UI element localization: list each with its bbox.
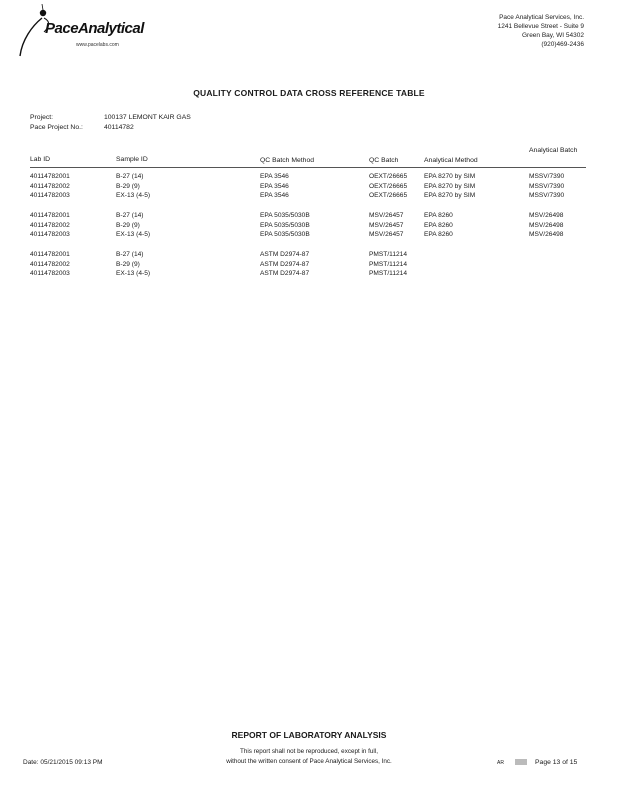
cell-lab-id: 40114782002: [30, 221, 70, 229]
cell-analytical-method: EPA 8260: [424, 212, 453, 219]
company-street: 1241 Bellevue Street - Suite 9: [497, 23, 584, 30]
cell-lab-id: 40114782001: [30, 173, 70, 180]
cell-analytical-method: EPA 8260: [424, 221, 453, 229]
cell-qc-batch-method: EPA 5035/5030B: [260, 221, 310, 229]
cell-analytical-method: EPA 8270 by SIM: [424, 182, 476, 190]
cell-lab-id: 40114782001: [30, 212, 70, 219]
table-row: [0, 231, 618, 240]
cell-qc-batch: MSV/26457: [369, 212, 404, 219]
table-row: [0, 183, 618, 192]
cell-qc-batch-method: EPA 5035/5030B: [260, 212, 310, 219]
logo-url: www.pacelabs.com: [76, 42, 119, 48]
footer-date: Date: 05/21/2015 09:13 PM: [23, 759, 103, 766]
footer-note-line2: without the written consent of Pace Analytical Services, Inc.: [226, 758, 392, 765]
footer-barcode-mark: [515, 759, 527, 765]
cell-sample-id: EX-13 (4-5): [116, 270, 151, 277]
cell-qc-batch: OEXT/26665: [369, 182, 408, 190]
cell-analytical-batch: MSSV/7390: [529, 182, 565, 190]
cell-qc-batch: PMST/11214: [369, 260, 407, 268]
cell-lab-id: 40114782003: [30, 270, 70, 277]
cell-qc-batch-method: EPA 3546: [260, 182, 289, 190]
project-label: Project:: [30, 114, 54, 121]
cell-qc-batch-method: EPA 3546: [260, 173, 289, 180]
company-city: Green Bay, WI 54302: [521, 32, 584, 39]
cell-qc-batch: PMST/11214: [369, 251, 407, 258]
pace-project-label: Pace Project No.:: [30, 124, 83, 131]
footer-title: REPORT OF LABORATORY ANALYSIS: [231, 730, 387, 740]
cell-analytical-method: EPA 8270 by SIM: [424, 173, 476, 180]
cell-lab-id: 40114782002: [30, 260, 70, 268]
cell-sample-id: EX-13 (4-5): [116, 231, 151, 238]
cell-lab-id: 40114782003: [30, 231, 70, 238]
cell-analytical-batch: MSSV/7390: [529, 192, 565, 199]
company-phone: (920)469-2436: [541, 41, 584, 48]
company-name: Pace Analytical Services, Inc.: [499, 14, 584, 21]
cell-qc-batch: OEXT/26665: [369, 173, 408, 180]
cell-analytical-method: EPA 8270 by SIM: [424, 192, 476, 199]
cell-sample-id: B-29 (9): [116, 260, 140, 268]
table-row: [0, 270, 618, 279]
cell-analytical-batch: MSSV/7390: [529, 173, 565, 180]
table-row: [0, 192, 618, 201]
project-value: 100137 LEMONT KAIR GAS: [104, 114, 191, 121]
header-qc-batch-method: QC Batch Method: [260, 157, 315, 164]
cell-sample-id: B-27 (14): [116, 251, 144, 258]
pace-analytical-logo: [18, 4, 148, 64]
header-analytical-batch: Analytical Batch: [529, 147, 578, 154]
header-qc-batch: QC Batch: [369, 157, 399, 164]
cell-analytical-batch: MSV/26498: [529, 221, 564, 229]
cell-qc-batch: MSV/26457: [369, 221, 404, 229]
cell-qc-batch-method: EPA 5035/5030B: [260, 231, 310, 238]
pace-project-value: 40114782: [104, 124, 134, 131]
cell-qc-batch-method: EPA 3546: [260, 192, 289, 199]
cell-qc-batch: MSV/26457: [369, 231, 404, 238]
cell-lab-id: 40114782003: [30, 192, 70, 199]
cell-lab-id: 40114782001: [30, 251, 70, 258]
cell-qc-batch-method: ASTM D2974-87: [260, 251, 310, 258]
cell-analytical-method: EPA 8260: [424, 231, 453, 238]
cell-lab-id: 40114782002: [30, 182, 70, 190]
cell-qc-batch-method: ASTM D2974-87: [260, 260, 310, 268]
cell-sample-id: B-27 (14): [116, 212, 144, 219]
logo-wordmark: PaceAnalytical: [45, 20, 144, 37]
table-row: [0, 261, 618, 270]
cell-sample-id: B-29 (9): [116, 221, 140, 229]
cell-qc-batch-method: ASTM D2974-87: [260, 270, 310, 277]
header-divider: [30, 167, 586, 168]
company-address: [498, 13, 584, 49]
table-row: [0, 173, 618, 182]
cell-analytical-batch: MSV/26498: [529, 231, 564, 238]
footer-ar: AR: [497, 760, 504, 766]
cell-qc-batch: PMST/11214: [369, 270, 407, 277]
table-row: [0, 222, 618, 231]
header-lab-id: Lab ID: [30, 156, 51, 163]
header-sample-id: Sample ID: [116, 156, 148, 163]
cell-sample-id: B-27 (14): [116, 173, 144, 180]
page-number: Page 13 of 15: [535, 759, 578, 766]
cell-sample-id: EX-13 (4-5): [116, 192, 151, 199]
cell-sample-id: B-29 (9): [116, 182, 140, 190]
cell-qc-batch: OEXT/26665: [369, 192, 408, 199]
table-row: [0, 251, 618, 260]
table-row: [0, 212, 618, 221]
cell-analytical-batch: MSV/26498: [529, 212, 564, 219]
footer-note-line1: This report shall not be reproduced, except in full,: [240, 748, 378, 755]
report-title: QUALITY CONTROL DATA CROSS REFERENCE TABLE: [193, 88, 425, 98]
header-analytical-method: Analytical Method: [424, 157, 478, 164]
